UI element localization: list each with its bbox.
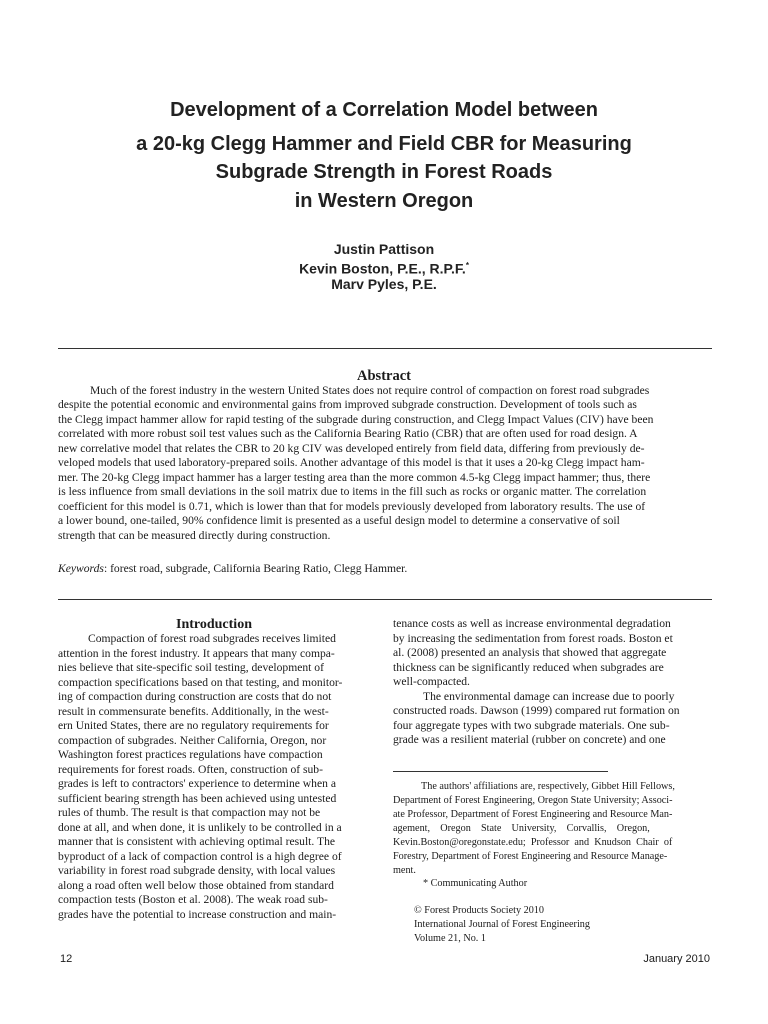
body-line: grades is left to contractors' experience to determine when a: [58, 777, 336, 790]
footnote-line: The authors' affiliations are, respectively, Gibbet Hill Fellows,: [421, 781, 675, 792]
body-line: grades have the potential to increase construction and main-: [58, 908, 337, 921]
author-name: Justin Pattison: [333, 241, 435, 257]
keywords: [58, 562, 407, 576]
title-line: Development of a Correlation Model between: [170, 99, 598, 121]
abstract-line: new correlative model that relates the CBR to 20 kg CIV was developed entirely from field data, differing from previously de-: [58, 442, 645, 455]
body-line: grade was a resilient material (rubber on concrete) and one: [393, 733, 666, 746]
body-line: Washington forest practices regulations have compaction: [58, 748, 323, 761]
copyright-line: © Forest Products Society 2010: [414, 905, 544, 916]
body-line: Compaction of forest road subgrades receives limited: [88, 632, 336, 645]
body-line: thickness can be significantly reduced when subgrades are: [393, 661, 664, 674]
keywords-label: Keywords: [58, 562, 104, 575]
abstract-line: coefficient for this model is 0.71, which is lower than that for models previously developed from laboratory results. The use of: [58, 500, 646, 513]
author-name: Marv Pyles, P.E.: [331, 276, 437, 292]
body-line: four aggregate types with two subgrade materials. One sub-: [393, 719, 670, 732]
body-line: The environmental damage can increase due to poorly: [423, 690, 675, 703]
footnote-line: ment.: [393, 865, 416, 876]
abstract-line: despite the potential economic and environmental gains from improved subgrade construction. Development of tools such as: [58, 398, 637, 411]
abstract-line: the Clegg impact hammer allow for rapid testing of the subgrade during construction, and Clegg Impact Values (CIV) have been: [58, 413, 654, 426]
abstract-line: mer. The 20-kg Clegg impact hammer has a larger testing area than the more common 4.5-kg Clegg impact hammer; thus, there: [58, 471, 651, 484]
body-line: byproduct of a lack of compaction control is a high degree of: [58, 850, 342, 863]
body-line: ern United States, there are no regulatory requirements for: [58, 719, 329, 732]
abstract-line: a lower bound, one-tailed, 90% confidence limit is presented as a useful design model to determine a conservative of soil: [58, 514, 620, 527]
body-line: result in commensurate benefits. Additionally, in the west-: [58, 705, 329, 718]
body-line: requirements for forest roads. Often, construction of sub-: [58, 763, 323, 776]
title-line: Subgrade Strength in Forest Roads: [215, 161, 553, 183]
abstract-heading: Abstract: [357, 368, 411, 384]
abstract-line: correlated with more robust soil test values such as the California Bearing Ratio (CBR) that are often used for road design. A: [58, 427, 638, 440]
volume-info: Volume 21, No. 1: [414, 933, 486, 944]
page-number: 12: [60, 953, 73, 965]
body-line: variability in forest road subgrade density, with local values: [58, 864, 336, 877]
body-line: nies believe that site-specific soil testing, development of: [58, 661, 324, 674]
body-line: compaction of subgrades. Neither California, Oregon, nor: [58, 734, 327, 747]
footnote-line: Department of Forest Engineering, Oregon State University; Associ-: [393, 795, 673, 806]
abstract-bottom-rule: [58, 599, 712, 600]
footnote-rule: [393, 771, 608, 772]
body-line: ing of compaction during construction are costs that do not: [58, 690, 332, 703]
abstract-line: strength that can be measured directly during construction.: [58, 529, 331, 542]
body-line: manner that is consistent with achieving optimal result. The: [58, 835, 336, 848]
journal-name: International Journal of Forest Engineering: [414, 919, 590, 930]
keywords-list: : forest road, subgrade, California Bearing Ratio, Clegg Hammer.: [103, 562, 408, 575]
communicating-author-note: * Communicating Author: [423, 878, 528, 889]
abstract-line: Much of the forest industry in the western United States does not require control of compaction on forest road subgrades: [90, 384, 650, 397]
body-line: well-compacted.: [393, 675, 470, 688]
introduction-heading: Introduction: [176, 617, 252, 632]
author-name: Kevin Boston, P.E., R.P.F.*: [299, 260, 469, 277]
abstract-top-rule: [58, 348, 712, 349]
title-line: a 20-kg Clegg Hammer and Field CBR for Measuring: [136, 133, 632, 155]
body-line: sufficient bearing strength has been achieved using untested: [58, 792, 337, 805]
body-line: compaction specifications based on that testing, and monitor-: [58, 676, 343, 689]
abstract-line: is less influence from small deviations in the soil matrix due to items in the fill such as rocks or organic matter. The correlation: [58, 485, 647, 498]
body-line: compaction tests (Boston et al. 2008). The weak road sub-: [58, 893, 328, 906]
footnote-line: Forestry, Department of Forest Engineering and Resource Manage-: [393, 851, 668, 862]
body-line: by increasing the sedimentation from forest roads. Boston et: [393, 632, 673, 645]
body-line: constructed roads. Dawson (1999) compared rut formation on: [393, 704, 680, 717]
body-line: attention in the forest industry. It appears that many compa-: [58, 647, 335, 660]
title-line: in Western Oregon: [294, 190, 474, 212]
footnote-line: ate Professor, Department of Forest Engineering and Resource Man-: [393, 809, 673, 820]
body-line: tenance costs as well as increase environmental degradation: [393, 617, 671, 630]
footnote-line: agement, Oregon State University, Corvallis, Oregon,: [393, 823, 650, 834]
corresponding-author-mark: *: [465, 261, 469, 270]
body-line: done at all, and when done, it is unlikely to be controlled in a: [58, 821, 342, 834]
body-line: along a road often well below those obtained from standard: [58, 879, 334, 892]
body-line: al. (2008) presented an analysis that showed that aggregate: [393, 646, 667, 659]
body-line: rules of thumb. The result is that compaction may not be: [58, 806, 321, 819]
footnote-line: Kevin.Boston@oregonstate.edu; Professor and Knudson Chair of: [393, 837, 673, 848]
issue-date: January 2010: [643, 953, 710, 965]
abstract-line: veloped models that used laboratory-prepared soils. Another advantage of this model is that it uses a 20-kg Clegg impact ham-: [58, 456, 645, 469]
